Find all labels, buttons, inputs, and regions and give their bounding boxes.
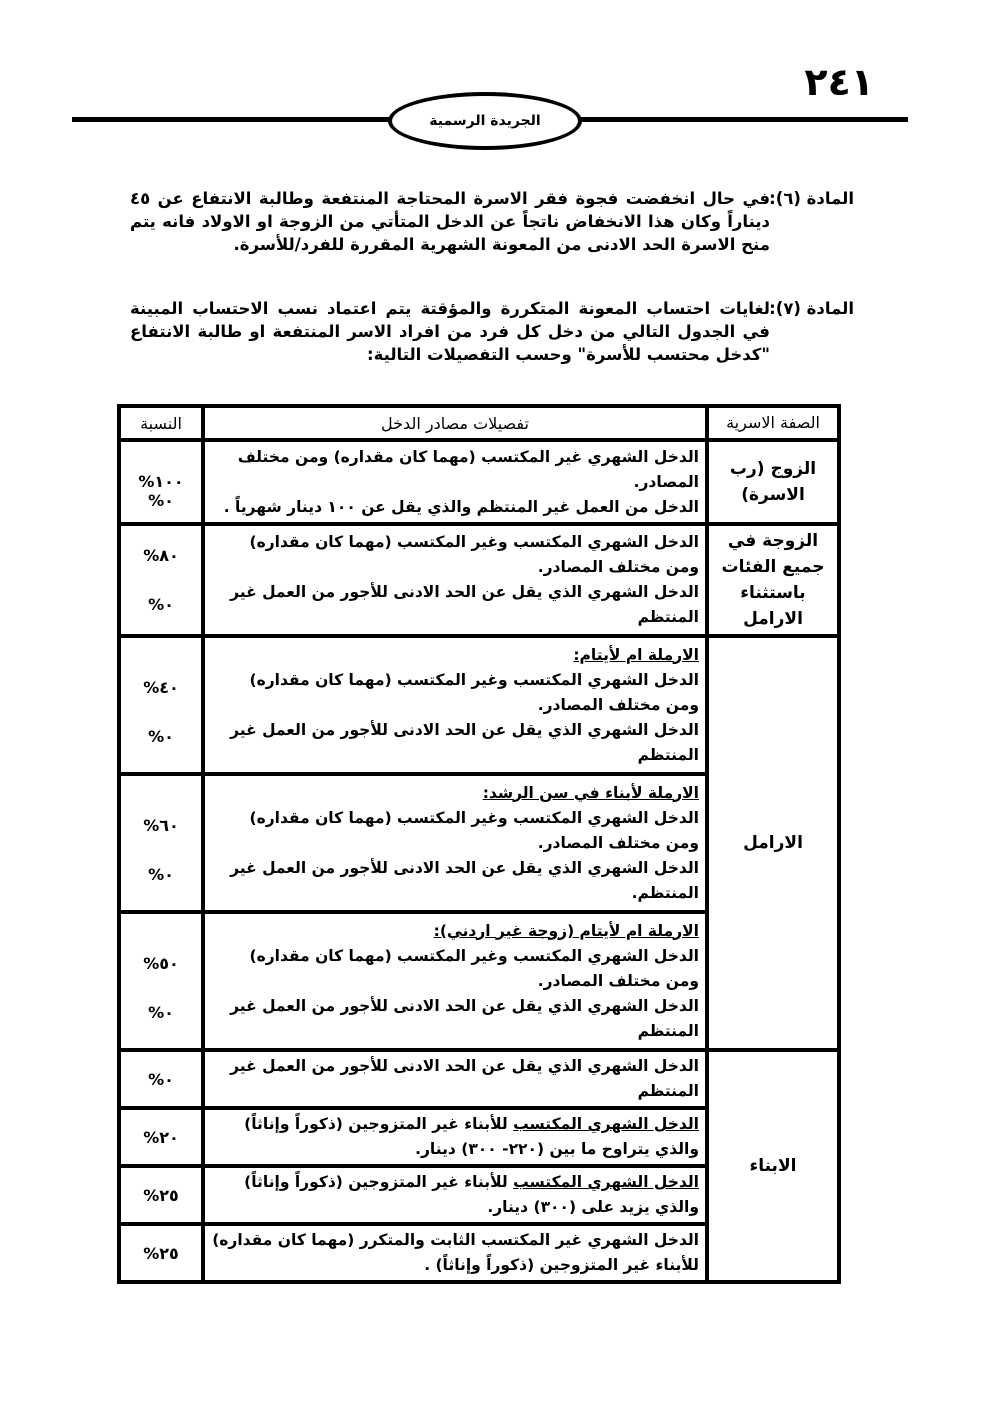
income-details (203, 1224, 707, 1282)
detail-line: الدخل الشهري الذي يقل عن الحد الادنى للأجور من العمل غير المنتظم (230, 583, 699, 626)
table-row (119, 636, 839, 774)
ratio-value: ٠% (148, 865, 174, 884)
ratio-cell (119, 440, 203, 524)
detail-line: الدخل الشهري المكتسب وغير المكتسب (مهما كان مقداره) ومن مختلف المصادر. (249, 670, 699, 714)
income-details (203, 1166, 707, 1224)
ratio-value: ٠% (119, 1050, 203, 1108)
table-header-row (119, 406, 839, 440)
detail-line: الدخل الشهري المكتسب وغير المكتسب (مهما كان مقداره) ومن مختلف المصادر. (249, 946, 699, 990)
article-label: المادة (٦): (769, 189, 854, 208)
header-ratio: النسبة (119, 406, 203, 440)
article-7 (130, 297, 854, 366)
ratio-value: ٠% (148, 727, 174, 746)
ratio-value: ٢٠% (119, 1108, 203, 1166)
table-row (119, 440, 839, 524)
detail-line: للأبناء غير المتزوجين (ذكوراً وإناثاً) والذي يزيد على (٣٠٠) دينار. (244, 1173, 699, 1216)
detail-subtitle: الارملة ام لأيتام (زوجة غير اردني): (433, 921, 699, 940)
detail-line: الدخل الشهري المكتسب وغير المكتسب (مهما كان مقداره) ومن مختلف المصادر. (249, 533, 699, 576)
ratio-value: ٢٥% (119, 1166, 203, 1224)
article-label: المادة (٧): (769, 299, 854, 318)
detail-line: الدخل الشهري الذي يقل عن الحد الادنى للأجور من العمل غير المنتظم (230, 1057, 699, 1100)
detail-line: الدخل الشهري الذي يقل عن الحد الادنى للأجور من العمل غير المنتظم. (230, 858, 699, 902)
ratio-cell (119, 524, 203, 636)
ratio-cell (119, 636, 203, 774)
income-ratio-table (117, 404, 841, 1284)
page-number: ٢٤١ (804, 60, 874, 104)
ratio-value: ٠% (148, 595, 174, 614)
income-details (203, 774, 707, 912)
table-row (119, 524, 839, 636)
family-status: الزوج (رب الاسرة) (707, 440, 839, 524)
article-6 (130, 187, 854, 256)
detail-line: الدخل الشهري الذي يقل عن الحد الادنى للأجور من العمل غير المنتظم (230, 996, 699, 1040)
income-details (203, 912, 707, 1050)
article-text: في حال انخفضت فجوة فقر الاسرة المحتاجة المنتفعة وطالبة الانتفاع عن ٤٥ ديناراً وكان هذا الانخفاض ناتجاً عن الدخل المتأتي من الزوجة او الاولاد فانه يتم منح الاسرة الحد الادنى من المعونة الشهرية المقررة للفرد/للأسرة. (130, 189, 770, 254)
income-details (203, 636, 707, 774)
income-details (203, 440, 707, 524)
detail-line: للأبناء غير المتزوجين (ذكوراً وإناثاً) والذي يتراوح ما بين (٢٢٠- ٣٠٠) دينار. (244, 1115, 699, 1158)
ratio-value: ٦٠% (143, 816, 179, 835)
header-status: الصفة الاسرية (707, 406, 839, 440)
article-text: لغايات احتساب المعونة المتكررة والمؤقتة يتم اعتماد نسب الاحتساب المبينة في الجدول التالي من دخل كل فرد من افراد الاسر المنتفعة او طالبة الانتفاع "كدخل محتسب للأسرة" وحسب التفصيلات التالية: (130, 299, 770, 364)
header-details: تفصيلات مصادر الدخل (203, 406, 707, 440)
ratio-value: ٥٠% (143, 954, 179, 973)
detail-subtitle: الارملة لأبناء في سن الرشد: (482, 783, 699, 802)
detail-line: الدخل من العمل غير المنتظم والذي يقل عن ١٠٠ دينار شهرياً . (223, 497, 699, 516)
ratio-value: ٠% (148, 1003, 174, 1022)
ratio-value: ٨٠% (143, 546, 179, 565)
income-details (203, 524, 707, 636)
family-status: الزوجة في جميع الفئات باستثناء الارامل (707, 524, 839, 636)
publication-oval (388, 92, 582, 150)
income-details (203, 1108, 707, 1166)
income-details (203, 1050, 707, 1108)
detail-underlined-prefix: الدخل الشهري المكتسب (513, 1173, 699, 1191)
detail-line: الدخل الشهري غير المكتسب (مهما كان مقداره) ومن مختلف المصادر. (237, 447, 699, 491)
ratio-value: ٠% (148, 491, 174, 510)
detail-line: الدخل الشهري غير المكتسب الثابت والمتكرر (مهما كان مقداره) للأبناء غير المتزوجين (ذكوراً وإناثاً) . (212, 1231, 699, 1274)
publication-title: الجريدة الرسمية (429, 113, 541, 129)
ratio-cell (119, 774, 203, 912)
detail-line: الدخل الشهري الذي يقل عن الحد الادنى للأجور من العمل غير المنتظم (230, 720, 699, 764)
family-status: الارامل (707, 636, 839, 1050)
table-row (119, 1050, 839, 1108)
detail-subtitle: الارملة ام لأيتام: (573, 645, 699, 664)
detail-line: الدخل الشهري المكتسب وغير المكتسب (مهما كان مقداره) ومن مختلف المصادر. (249, 808, 699, 852)
ratio-value: ٢٥% (119, 1224, 203, 1282)
ratio-value: ١٠٠% (138, 472, 184, 491)
ratio-value: ٤٠% (143, 678, 179, 697)
family-status: الابناء (707, 1050, 839, 1282)
detail-underlined-prefix: الدخل الشهري المكتسب (513, 1115, 699, 1133)
ratio-cell (119, 912, 203, 1050)
